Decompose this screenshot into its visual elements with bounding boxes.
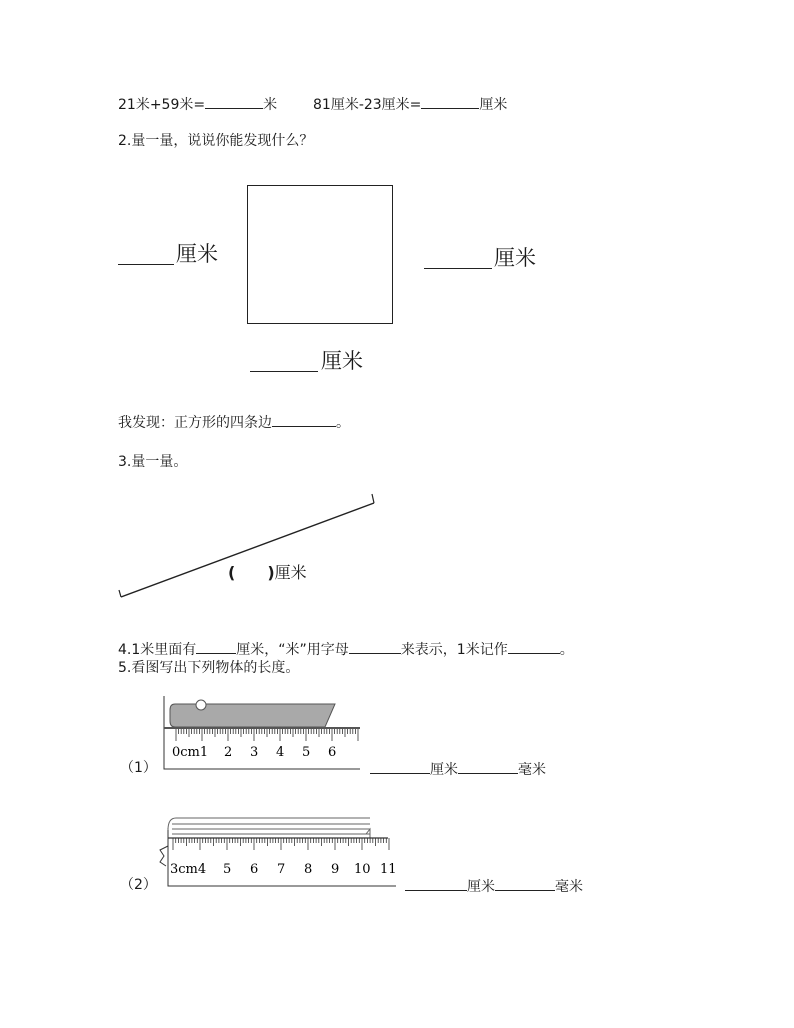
q2-bottom-unit: 厘米 — [321, 349, 363, 373]
q1-eq2-left: 81厘米-23厘米= — [313, 97, 422, 113]
ruler-2-label-7: 7 — [277, 862, 286, 877]
q2-finding-prefix: 我发现：正方形的四条边 — [118, 415, 272, 431]
q2-left-unit: 厘米 — [176, 242, 218, 266]
ruler-1-label-6: 6 — [328, 745, 337, 760]
ruler-2-label-8: 8 — [304, 862, 313, 877]
q3-answer — [228, 563, 307, 583]
q4-part1: 4.1米里面有 — [118, 642, 197, 658]
q4-part2: 厘米，“米”用字母 — [236, 642, 349, 658]
ruler-2-label-10: 10 — [354, 862, 371, 877]
q2-finding-suffix: 。 — [336, 415, 350, 431]
q5-item2-mm-blank[interactable] — [495, 876, 555, 891]
ruler-2-label-3-4: 3cm4 — [170, 862, 207, 877]
ruler-2-figure — [156, 810, 400, 890]
q5-item2-cm-blank[interactable] — [405, 876, 467, 891]
q5-item2-unit-mm: 毫米 — [555, 879, 583, 895]
q4-part4: 。 — [559, 642, 574, 658]
q1-eq2-unit: 厘米 — [479, 97, 508, 113]
q4-blank-2[interactable] — [349, 639, 401, 654]
ruler-2-label-6: 6 — [250, 862, 259, 877]
ruler-1-label-3: 3 — [250, 745, 259, 760]
q5-item1-unit-mm: 毫米 — [518, 762, 546, 778]
q4-blank-3[interactable] — [508, 639, 560, 654]
ruler-1-figure — [160, 693, 364, 773]
ruler-2-label-11: 11 — [380, 862, 397, 877]
q4-part3: 来表示，1米记作 — [400, 642, 508, 658]
ruler-2-label-9: 9 — [331, 862, 340, 877]
q5-title: 5.看图写出下列物体的长度。 — [118, 660, 300, 676]
ruler-1-ticks — [176, 729, 358, 741]
q3-title: 3.量一量。 — [118, 454, 188, 470]
q2-title: 2.量一量，说说你能发现什么？ — [118, 133, 314, 149]
ruler-1-label-5: 5 — [302, 745, 311, 760]
q4-sentence — [118, 639, 574, 659]
ruler-1-label-4: 4 — [276, 745, 285, 760]
q5-item1-mm-blank[interactable] — [458, 759, 518, 774]
ruler-2-ticks — [173, 838, 389, 850]
q1-eq1-left: 21米+59米= — [118, 97, 206, 113]
q5-item1-answer — [370, 759, 546, 779]
q5-item1-label: （1） — [120, 760, 157, 776]
q5-item1-cm-blank[interactable] — [370, 759, 430, 774]
ruler-1-label-0: 0cm1 — [172, 745, 209, 760]
q5-item2-label: （2） — [120, 877, 157, 893]
q4-blank-1[interactable] — [196, 639, 236, 654]
q3-paren-close: ) — [267, 563, 275, 582]
q5-item1-unit-cm: 厘米 — [430, 762, 458, 778]
q3-paren-open: ( — [228, 563, 236, 582]
ruler-2-label-5: 5 — [223, 862, 232, 877]
q3-answer-blank[interactable] — [235, 564, 267, 578]
ruler-1-label-2: 2 — [224, 745, 233, 760]
q5-item2-unit-cm: 厘米 — [467, 879, 495, 895]
q5-item2-answer — [405, 876, 583, 896]
q1-eq1-unit: 米 — [263, 97, 278, 113]
q3-unit: 厘米 — [274, 563, 307, 582]
q2-right-unit: 厘米 — [494, 246, 536, 270]
